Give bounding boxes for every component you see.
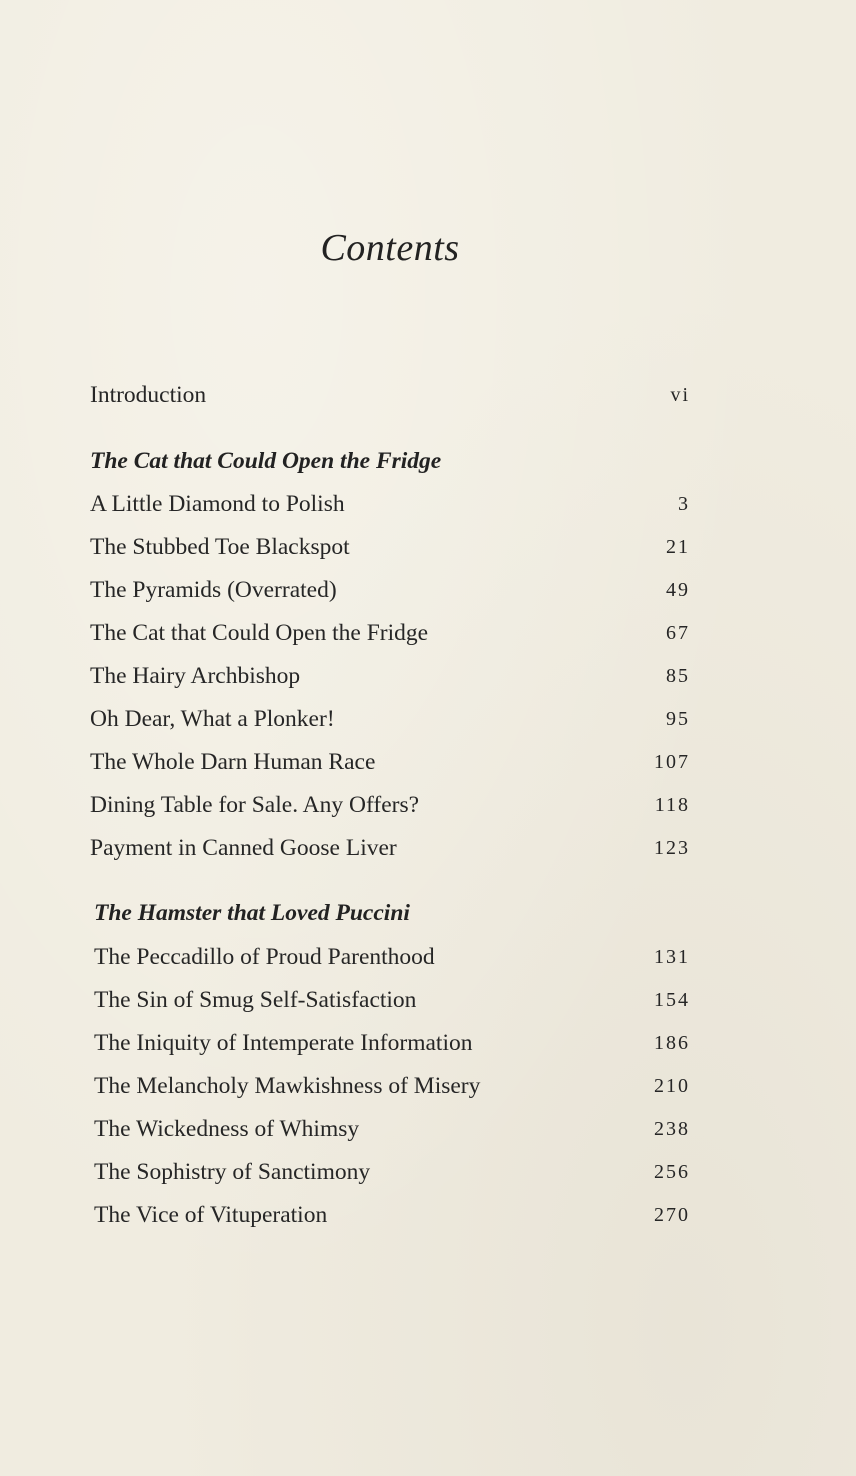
toc-entry-label: The Sophistry of Sanctimony [94, 1159, 371, 1185]
toc-entry-label: The Stubbed Toe Blackspot [90, 534, 350, 560]
toc-entry-label: The Iniquity of Intemperate Information [94, 1030, 473, 1056]
toc-entry-introduction [90, 378, 690, 412]
toc-entry [90, 788, 690, 822]
toc-entry [94, 1198, 690, 1232]
toc-entry [94, 1026, 690, 1060]
toc-entry-page: 154 [654, 989, 690, 1011]
toc-entry-page: 256 [654, 1161, 690, 1183]
toc-entry-label: Oh Dear, What a Plonker! [90, 706, 335, 732]
toc-entry-page: 131 [654, 946, 690, 968]
toc-entry [90, 530, 690, 564]
toc-entry [94, 983, 690, 1017]
toc-entry-page: 21 [666, 536, 690, 558]
toc-entry-label: The Vice of Vituperation [94, 1202, 328, 1228]
toc-entry-page: vi [670, 384, 690, 406]
part-heading-1: The Cat that Could Open the Fridge [90, 448, 442, 474]
toc-entry-page: 186 [654, 1032, 690, 1054]
toc-entry [90, 616, 690, 650]
toc-entry [90, 573, 690, 607]
toc-entry-label: Introduction [90, 382, 207, 408]
toc-entry [94, 1155, 690, 1189]
toc-entry-page: 3 [678, 493, 690, 515]
page-title: Contents [320, 227, 460, 269]
toc-entry-label: The Cat that Could Open the Fridge [90, 620, 429, 646]
toc-entry [94, 1112, 690, 1146]
toc-entry-page: 270 [654, 1204, 690, 1226]
toc-entry-label: Dining Table for Sale. Any Offers? [90, 792, 420, 818]
toc-entry-label: The Pyramids (Overrated) [90, 577, 337, 603]
toc-entry-label: The Wickedness of Whimsy [94, 1116, 360, 1142]
toc-entry [90, 831, 690, 865]
toc-entry-page: 85 [666, 665, 690, 687]
toc-entry [94, 940, 690, 974]
part-heading-2: The Hamster that Loved Puccini [94, 900, 410, 926]
toc-entry-label: Payment in Canned Goose Liver [90, 835, 397, 861]
toc-entry-page: 67 [666, 622, 690, 644]
toc-entry-label: A Little Diamond to Polish [90, 491, 345, 517]
toc-entry-page: 123 [654, 837, 690, 859]
toc-entry [90, 745, 690, 779]
toc-entry-label: The Sin of Smug Self-Satisfaction [94, 987, 417, 1013]
toc-entry-page: 118 [654, 794, 690, 816]
toc-entry-label: The Peccadillo of Proud Parenthood [94, 944, 435, 970]
toc-entry-page: 95 [666, 708, 690, 730]
toc-entry-page: 49 [666, 579, 690, 601]
toc-entry [90, 702, 690, 736]
toc-entry-page: 210 [654, 1075, 690, 1097]
toc-entry-page: 107 [654, 751, 690, 773]
toc-entry-page: 238 [654, 1118, 690, 1140]
toc-entry-label: The Whole Darn Human Race [90, 749, 376, 775]
toc-entry-label: The Hairy Archbishop [90, 663, 301, 689]
toc-entry-label: The Melancholy Mawkishness of Misery [94, 1073, 481, 1099]
toc-entry [90, 659, 690, 693]
toc-entry [90, 487, 690, 521]
toc-entry [94, 1069, 690, 1103]
